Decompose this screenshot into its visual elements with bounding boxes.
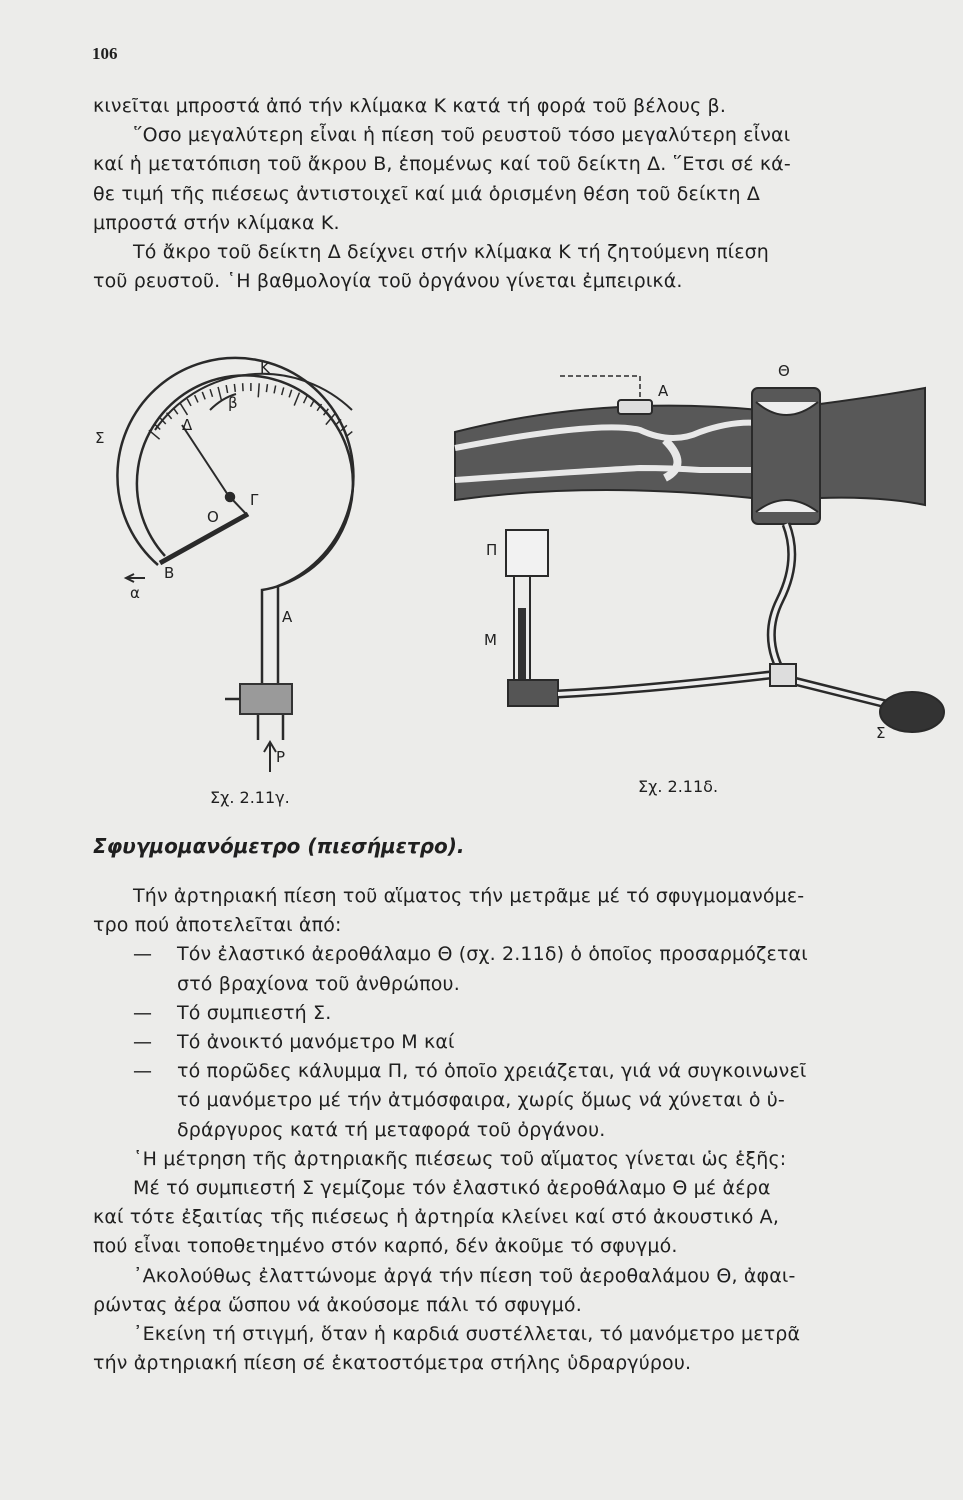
label-beta: β xyxy=(228,394,238,412)
label-M: Μ xyxy=(484,631,497,649)
label-A-sphygmo: Α xyxy=(658,382,669,400)
scale-tick xyxy=(234,384,235,392)
scale-tick xyxy=(304,396,307,403)
gauge-fitting xyxy=(240,684,292,714)
text-line: τοῦ ρευστοῦ. ῾Η βαθμολογία τοῦ ὀργάνου γίνεται ἐμπειρικά. xyxy=(93,270,683,293)
scale-tick xyxy=(258,383,259,397)
scale-tick xyxy=(173,408,178,415)
scale-tick xyxy=(282,387,284,395)
text-line: τήν ἀρτηριακή πίεση σέ ἑκατοστόμετρα στήλης ὑδραργύρου. xyxy=(93,1352,692,1375)
text-line: κινεῖται μπροστά ἀπό τήν κλίμακα Κ κατά τή φορά τοῦ βέλους β. xyxy=(93,95,727,117)
label-P: Ρ xyxy=(276,748,286,766)
scale-tick xyxy=(202,392,205,399)
text-line: Τό ἄκρο τοῦ δείκτη Δ δείχνει στήν κλίμακα Κ τή ζητούμενη πίεση xyxy=(133,241,769,264)
scale-tick xyxy=(294,393,299,406)
text-line: ᾿Ακολούθως ἐλαττώνομε ἀργά τήν πίεση τοῦ ἀεροθαλάμου Θ, ἀφαι- xyxy=(133,1264,796,1287)
dash-mark: — xyxy=(133,1060,153,1083)
dash-mark: — xyxy=(133,1001,153,1024)
link-rod xyxy=(160,514,248,563)
text-line: τό πορῶδες κάλυμμα Π, τό ὁποῖο χρειάζεται, γιά νά συγκοινωνεῖ xyxy=(177,1060,807,1083)
scale-tick xyxy=(289,390,292,398)
text-line: τό μανόμετρο μέ τήν ἀτμόσφαιρα, χωρίς ὅμως νά χύνεται ὁ ὑ- xyxy=(177,1089,785,1112)
label-A-gauge: Α xyxy=(282,608,293,626)
label-Sigma-sphygmo: Σ xyxy=(876,724,886,742)
text-line: δράργυρος κατά τή μεταφορά τοῦ ὀργάνου. xyxy=(177,1118,606,1141)
text-line: Τήν ἀρτηριακή πίεση τοῦ αἵματος τήν μετρᾶμε μέ τό σφυγμομανόμε- xyxy=(133,885,805,907)
t-connector xyxy=(770,664,796,686)
porous-cover-Pi xyxy=(506,530,548,576)
label-Sigma-gauge: Σ xyxy=(95,429,105,447)
scale-tick xyxy=(180,403,187,415)
caption-gauge: Σχ. 2.11γ. xyxy=(210,788,290,807)
label-Pi: Π xyxy=(486,541,498,559)
component-item xyxy=(93,1057,915,1145)
page-number: 106 xyxy=(92,44,118,63)
scale-tick xyxy=(149,430,160,439)
bourdon-gauge-figure xyxy=(117,358,353,772)
label-Theta: Θ xyxy=(778,362,790,380)
scale-tick xyxy=(210,389,212,397)
text-line: ᾿Εκείνη τή στιγμή, ὅταν ἡ καρδιά συστέλλεται, τό μανόμετρο μετρᾶ xyxy=(133,1323,801,1346)
scale-tick xyxy=(274,386,276,394)
label-K: Κ xyxy=(260,359,270,377)
scale-tick xyxy=(187,399,191,406)
text-line: ῞Οσο μεγαλύτερη εἶναι ἡ πίεση τοῦ ρευστοῦ τόσο μεγαλύτερη εἶναι xyxy=(133,124,791,147)
sphygmomanometer-figure xyxy=(455,376,944,732)
text-line: Τόν ἐλαστικό ἀεροθάλαμο Θ (σχ. 2.11δ) ὁ ὁποῖος προσαρμόζεται xyxy=(177,943,808,966)
scale-tick xyxy=(195,395,198,402)
text-line: μπροστά στήν κλίμακα Κ. xyxy=(93,211,340,234)
dash-mark: — xyxy=(133,943,153,966)
text-line: ρώντας ἀέρα ὥσπου νά ἀκούσομε πάλι τό σφυγμό. xyxy=(93,1293,582,1316)
label-B: Β xyxy=(164,564,175,582)
caption-sphygmo: Σχ. 2.11δ. xyxy=(638,777,719,796)
text-line: καί ἡ μετατόπιση τοῦ ἄκρου Β, ἐπομένως καί τοῦ δείκτη Δ. ῞Ετσι σέ κά- xyxy=(93,153,791,176)
scale-tick xyxy=(218,387,221,401)
dash-mark: — xyxy=(133,1031,153,1054)
text-line: καί τότε ἐξαιτίας τῆς πιέσεως ἡ ἀρτηρία κλείνει καί στό ἀκουστικό Α, xyxy=(93,1206,780,1229)
label-alpha: α xyxy=(130,584,140,602)
section-heading: Σφυγμομανόμετρο (πιεσήμετρο). xyxy=(93,834,465,858)
pivot-O xyxy=(226,493,234,501)
body-paragraph xyxy=(93,882,915,1378)
text-line: τρο πού ἀποτελεῖται ἀπό: xyxy=(93,914,342,937)
scale-tick xyxy=(310,400,314,407)
stethoscope-A xyxy=(618,400,652,414)
text-line: πού εἶναι τοποθετημένο στόν καρπό, δέν ἀκοῦμε τό σφυγμό. xyxy=(93,1235,678,1258)
component-item xyxy=(93,940,915,998)
text-line: θε τιμή τῆς πιέσεως ἀντιστοιχεῖ καί μιά ὁρισμένη θέση τοῦ δείκτη Δ xyxy=(93,182,760,205)
label-O: Ο xyxy=(207,508,219,526)
arm-shape xyxy=(455,406,770,500)
stem-lower xyxy=(258,712,283,740)
component-item xyxy=(93,999,915,1028)
text-line: ῾Η μέτρηση τῆς ἀρτηριακῆς πιέσεως τοῦ αἵματος γίνεται ὡς ἑξῆς: xyxy=(133,1147,787,1170)
text-line: στό βραχίονα τοῦ ἀνθρώπου. xyxy=(177,972,460,995)
compressor-bulb xyxy=(880,692,944,732)
text-line: Τό ἀνοικτό μανόμετρο Μ καί xyxy=(177,1031,455,1054)
text-line: Μέ τό συμπιεστή Σ γεμίζομε τόν ἐλαστικό ἀεροθάλαμο Θ μέ ἀέρα xyxy=(133,1177,771,1200)
pointer-line xyxy=(182,425,228,495)
text-line: Τό συμπιεστή Σ. xyxy=(177,1001,332,1024)
scale-ticks xyxy=(149,383,352,439)
label-Gamma: Γ xyxy=(250,491,259,509)
mercury-column xyxy=(518,608,526,690)
component-item xyxy=(93,1028,915,1057)
scale-tick xyxy=(226,385,227,393)
scale-tick xyxy=(266,384,267,392)
label-Delta: Δ xyxy=(182,416,193,434)
